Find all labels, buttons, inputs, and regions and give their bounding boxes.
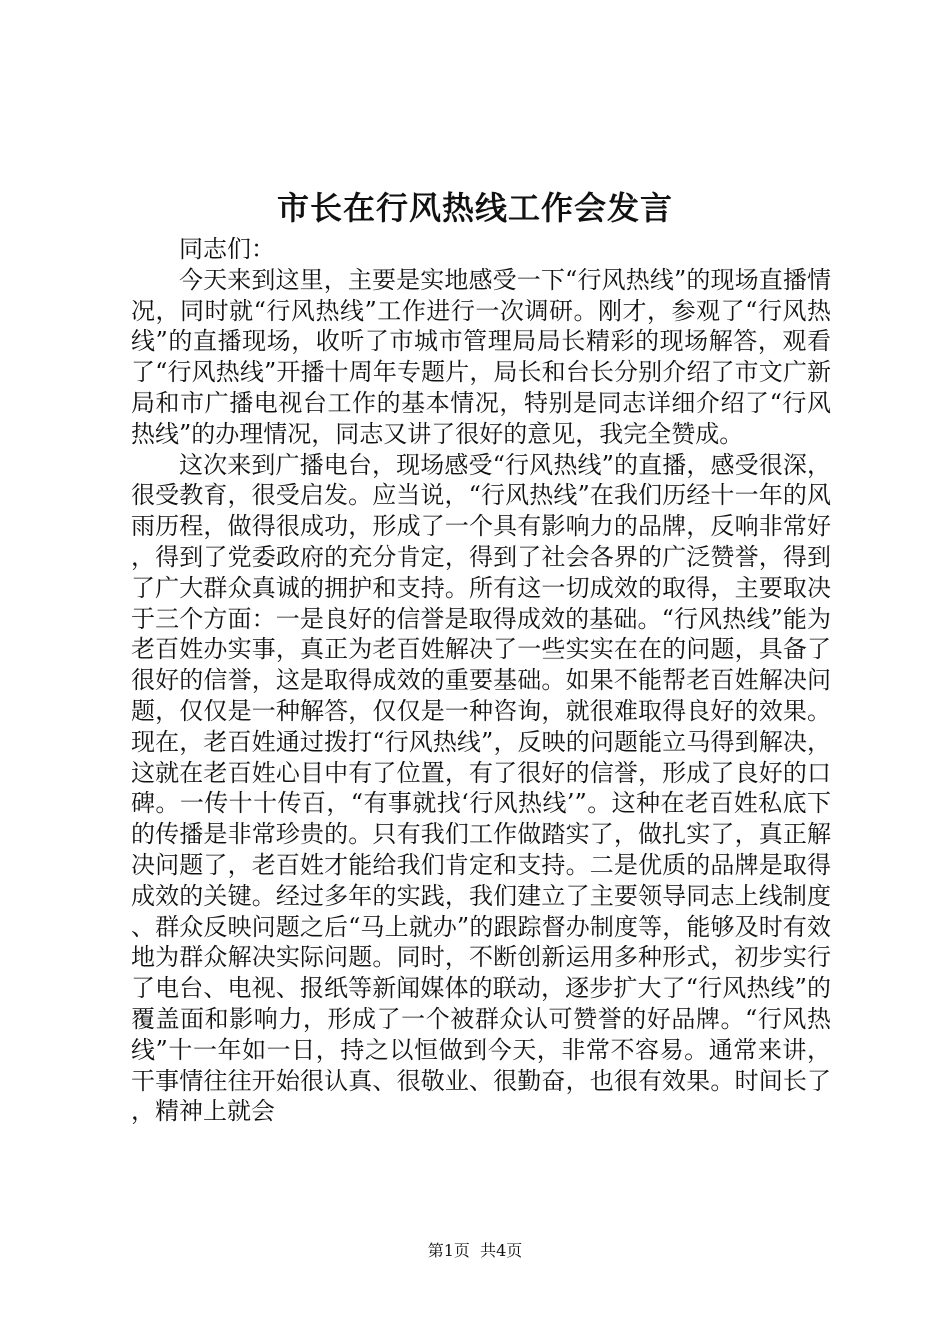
document-title: 市长在行风热线工作会发言 (276, 189, 673, 227)
page-footer (0, 1240, 950, 1262)
document-body (131, 234, 831, 1127)
page-total: 共4页 (480, 1241, 523, 1260)
salutation-paragraph: 同志们： (179, 235, 275, 263)
page-number: 第1页 (427, 1241, 470, 1260)
body-paragraph: 今天来到这里，主要是实地感受一下“行风热线”的现场直播情况，同时就“行风热线”工作进行一次调研。刚才，参观了“行风热线”的直播现场，收听了市城市管理局局长精彩的现场解答，观看了“行风热线”开播十周年专题片，局长和台长分别介绍了市文广新局和市广播电视台工作的基本情况，特别是同志详细介绍了“行风热线”的办理情况，同志又讲了很好的意见，我完全赞成。 (131, 265, 831, 448)
footer-spacer (470, 1241, 480, 1260)
body-paragraph: 这次来到广播电台，现场感受“行风热线”的直播，感受很深，很受教育，很受启发。应当说，“行风热线”在我们历经十一年的风雨历程，做得很成功，形成了一个具有影响力的品牌，反响非常好，得到了党委政府的充分肯定，得到了社会各界的广泛赞誉，得到了广大群众真诚的拥护和支持。所有这一切成效的取得，主要取决于三个方面：一是良好的信誉是取得成效的基础。“行风热线”能为老百姓办实事，真正为老百姓解决了一些实实在在的问题，具备了很好的信誉，这是取得成效的重要基础。如果不能帮老百姓解决问题，仅仅是一种解答，仅仅是一种咨询，就很难取得良好的效果。现在，老百姓通过拨打“行风热线”，反映的问题能立马得到解决，这就在老百姓心目中有了位置，有了很好的信誉，形成了良好的口碑。一传十十传百，“有事就找‘行风热线’”。这种在老百姓私底下的传播是非常珍贵的。只有我们工作做踏实了，做扎实了，真正解决问题了，老百姓才能给我们肯定和支持。二是优质的品牌是取得成效的关键。经过多年的实践，我们建立了主要领导同志上线制度、群众反映问题之后“马上就办”的跟踪督办制度等，能够及时有效地为群众解决实际问题。同时，不断创新运用多种形式，初步实行了电台、电视、报纸等新闻媒体的联动，逐步扩大了“行风热线”的覆盖面和影响力，形成了一个被群众认可赞誉的好品牌。“行风热线”十一年如一日，持之以恒做到今天，非常不容易。通常来讲，干事情往往开始很认真、很敬业、很勤奋，也很有效果。时间长了，精神上就会 (131, 450, 831, 1126)
